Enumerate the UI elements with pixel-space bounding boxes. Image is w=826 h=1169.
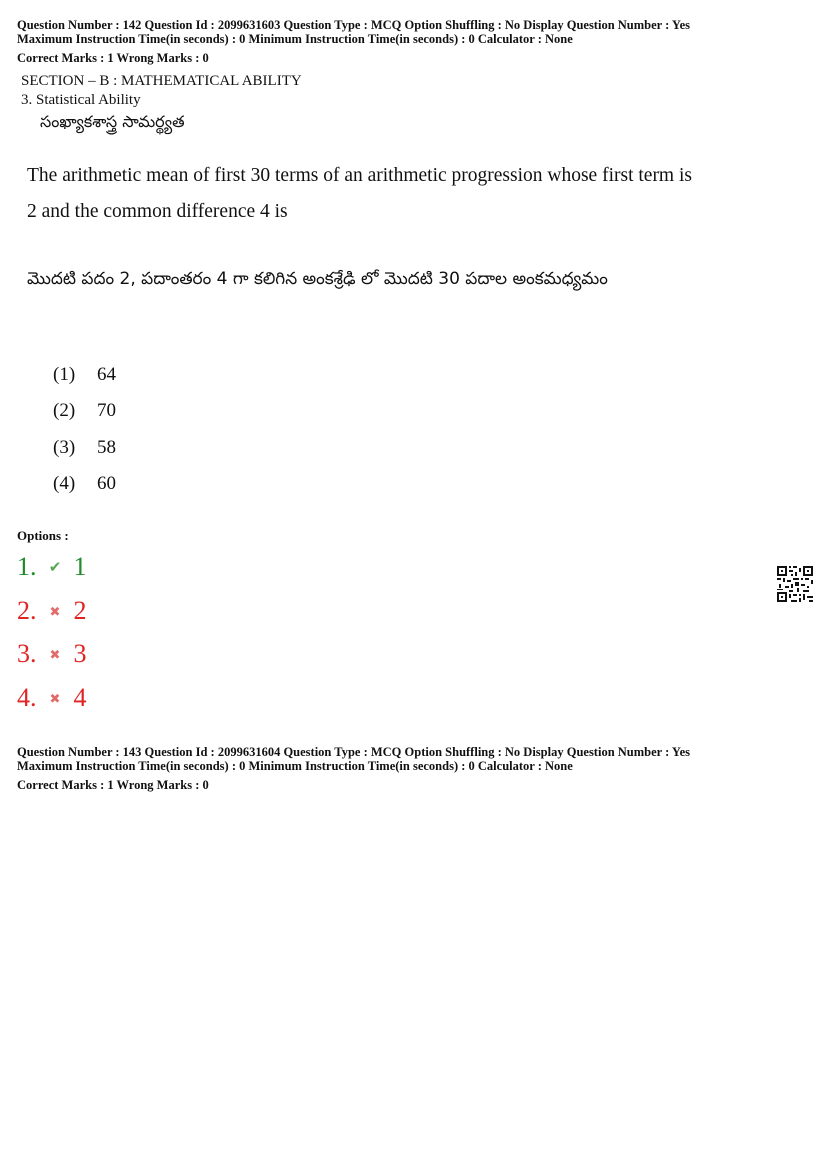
cross-icon: ✖ <box>49 647 61 663</box>
choice-number: (1) <box>53 364 76 385</box>
choice-item <box>53 430 116 466</box>
check-icon: ✔ <box>48 560 62 576</box>
question-marks-line: Correct Marks : 1 Wrong Marks : 0 <box>17 51 209 65</box>
option-value: 3 <box>73 639 87 669</box>
question-marks-line: Correct Marks : 1 Wrong Marks : 0 <box>17 778 209 792</box>
options-label: Options : <box>17 528 69 543</box>
choice-value: 64 <box>97 364 116 385</box>
cross-icon: ✖ <box>49 690 61 706</box>
question-meta-line-1: Question Number : 143 Question Id : 2099631604 Question Type : MCQ Option Shuffling : No Display Question Number : Yes <box>17 745 690 759</box>
option-value: 2 <box>73 595 87 625</box>
qr-code-icon <box>776 565 814 603</box>
choice-value: 58 <box>97 436 116 458</box>
options-list <box>17 548 87 722</box>
option-item-wrong <box>17 679 87 723</box>
question-text-english <box>27 158 767 230</box>
topic-title: 3. Statistical Ability <box>21 92 141 108</box>
choice-item <box>53 393 116 429</box>
option-number: 4. <box>17 682 37 712</box>
cross-icon: ✖ <box>49 603 61 619</box>
option-value: 1 <box>73 552 87 581</box>
question-text-telugu: మొదటి పదం 2, పదాంతరం 4 గా కలిగిన అంకశ్రేఢి లో మొదటి 30 పదాల అంకమధ్యమం <box>27 269 608 289</box>
question-meta-line-2: Maximum Instruction Time(in seconds) : 0 Minimum Instruction Time(in seconds) : 0 Calculator : None <box>17 32 573 46</box>
question-text-line-2: 2 and the common difference 4 is <box>27 201 288 222</box>
option-item-wrong <box>17 592 87 636</box>
choice-number: (4) <box>53 472 76 494</box>
question-meta-line-2: Maximum Instruction Time(in seconds) : 0 Minimum Instruction Time(in seconds) : 0 Calculator : None <box>17 759 573 773</box>
answer-choices <box>53 357 116 502</box>
question-text-line-1: The arithmetic mean of first 30 terms of an arithmetic progression whose first term is <box>27 165 692 186</box>
section-title: SECTION – B : MATHEMATICAL ABILITY <box>21 73 302 89</box>
option-value: 4 <box>73 682 87 712</box>
choice-value: 60 <box>97 472 116 494</box>
option-number: 2. <box>17 595 37 625</box>
option-number: 1. <box>17 552 37 581</box>
choice-value: 70 <box>97 400 116 422</box>
option-item-wrong <box>17 635 87 679</box>
choice-number: (3) <box>53 436 76 458</box>
choice-number: (2) <box>53 400 76 422</box>
topic-title-telugu: సంఖ్యాకశాస్త్ర సామర్థ్యత <box>40 112 185 131</box>
option-number: 3. <box>17 639 37 669</box>
question-meta-line-1: Question Number : 142 Question Id : 2099631603 Question Type : MCQ Option Shuffling : No Display Question Number : Yes <box>17 18 690 32</box>
choice-item <box>53 357 116 393</box>
choice-item <box>53 466 116 502</box>
option-item-correct <box>17 548 87 592</box>
